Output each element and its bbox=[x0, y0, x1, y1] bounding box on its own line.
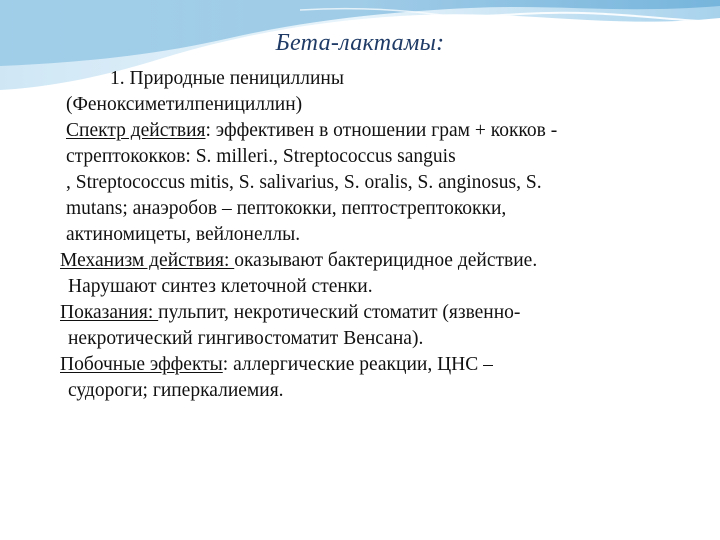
mechanism-text-1: оказывают бактерицидное действие. bbox=[234, 250, 538, 271]
side-effects-text-1: : аллергические реакции, ЦНС – bbox=[222, 354, 493, 375]
spectrum-label: Спектр действия bbox=[66, 120, 206, 141]
spectrum-line-5: актиномицеты, вейлонеллы. bbox=[66, 224, 301, 245]
indications-label: Показания: bbox=[60, 302, 159, 323]
spectrum-text-1: : эффективен в отношении грам + кокков - bbox=[205, 120, 558, 141]
indications-line-1 bbox=[60, 300, 680, 326]
side-effects-label: Побочные эффекты bbox=[60, 354, 223, 375]
spectrum-line-1 bbox=[60, 118, 680, 144]
mechanism-line-2: Нарушают синтез клеточной стенки. bbox=[68, 276, 373, 297]
indications-line-2: некротический гингивостоматит Венсана). bbox=[68, 328, 424, 349]
indications-text-1: пульпит, некротический стоматит (язвенно- bbox=[158, 302, 521, 323]
item-heading: 1. Природные пенициллины bbox=[110, 68, 344, 89]
slide-body bbox=[60, 66, 680, 404]
mechanism-label: Механизм действия: bbox=[60, 250, 235, 271]
spectrum-line-3: , Streptococcus mitis, S. salivarius, S. oralis, S. anginosus, S. bbox=[66, 172, 542, 193]
side-effects-line-1 bbox=[60, 352, 680, 378]
slide-title: Бета-лактамы: bbox=[275, 30, 445, 56]
item-subheading: (Феноксиметилпенициллин) bbox=[66, 94, 303, 115]
mechanism-line-1 bbox=[60, 248, 680, 274]
side-effects-line-2: судороги; гиперкалиемия. bbox=[68, 380, 284, 401]
spectrum-line-4: mutans; анаэробов – пептококки, пептострептококки, bbox=[66, 198, 507, 219]
spectrum-line-2: стрептококков: S. milleri., Streptococcus sanguis bbox=[66, 146, 456, 167]
